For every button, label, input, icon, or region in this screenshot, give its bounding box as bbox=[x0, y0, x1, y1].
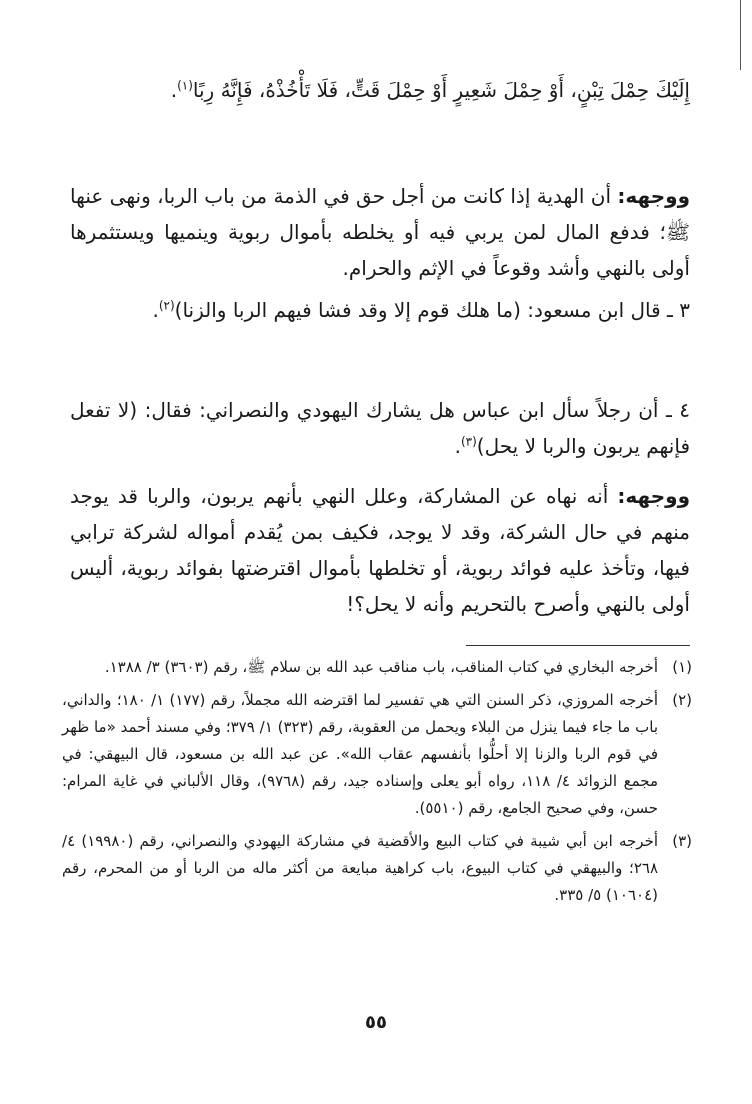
paragraph-ibn-masud bbox=[70, 292, 690, 328]
paragraph-end: . bbox=[152, 298, 159, 322]
paragraph-lead: ووجهه: bbox=[617, 184, 690, 208]
footnote-number: (١) bbox=[672, 658, 692, 676]
paragraph-end: . bbox=[170, 78, 178, 102]
paragraph-text: أنه نهاه عن المشاركة، وعلل النهي بأنهم يربون، والربا قد يوجد منهم في حال الشركة، وقد لا يوجد، فكيف بمن يُقدم أمواله لشركة ترابي فيها، وتأخذ عليه فوائد ربوية، أو تخلطها بأموال اقترضتها بفوائد ربوية، أليس أولى بالنهي وأصرح بالتحريم وأنه لا يحل؟! bbox=[70, 484, 690, 616]
margin-rule bbox=[740, 0, 741, 70]
footnote bbox=[62, 654, 692, 681]
footnote bbox=[62, 828, 692, 909]
footnote-text: أخرجه المروزي، ذكر السنن التي هي تفسير لما اقترضه الله مجملاً، رقم (١٧٧) ١/ ١٨٠؛ والداني، باب ما جاء فيما ينزل من البلاء ويحمل من العقوبة، رقم (٣٢٣) ١/ ٣٧٩؛ وفي مسند أحمد «ما ظهر في قوم الربا والزنا إلا أحلُّوا بأنفسهم عقاب الله». عن عبد الله بن مسعود، قال البيهقي: في مجمع الزوائد ٤/ ١١٨، رواه أبو يعلى وإسناده جيد، رقم (٩٧٦٨)، وقال الألباني في غاية المرام: حسن، وفي صحيح الجامع، رقم (٥٥١٠). bbox=[62, 691, 659, 817]
paragraph-explanation-1 bbox=[70, 178, 690, 286]
footnote-ref: (٢) bbox=[158, 298, 175, 313]
paragraph-quran-hadith-continuation bbox=[70, 72, 690, 108]
footnote-text: أخرجه ابن أبي شيبة في كتاب البيع والأقضية في مشاركة اليهودي والنصراني، رقم (١٩٩٨٠) ٤/ ٢٦٨؛ والبيهقي في كتاب البيوع، باب كراهية مبايعة من أكثر ماله من الربا أو من المحرم، رقم (١٠٦٠٤) ٥/ ٣٣٥. bbox=[62, 832, 659, 904]
footnote-ref: (٣) bbox=[460, 434, 477, 449]
paragraph-text: ٤ ـ أن رجلاً سأل ابن عباس هل يشارك اليهودي والنصراني: فقال: (لا تفعل فإنهم يربون والربا لا يحل) bbox=[70, 398, 690, 458]
footnote-separator bbox=[466, 645, 690, 646]
paragraph-text: أن الهدية إذا كانت من أجل حق في الذمة من باب الربا، ونهى عنها ﷺ؛ فدفع المال لمن يربي فيه أو يخلطه بأموال ربوية وينميها ويستثمرها أولى بالنهي وأشد وقوعاً في الإثم والحرام. bbox=[70, 184, 690, 280]
paragraph-ibn-abbas bbox=[70, 392, 690, 464]
paragraph-lead: ووجهه: bbox=[617, 484, 690, 508]
page-number: ٥٥ bbox=[365, 1012, 387, 1033]
paragraph-explanation-2 bbox=[70, 478, 690, 622]
footnote-text: أخرجه البخاري في كتاب المناقب، باب مناقب عبد الله بن سلام ﷺ، رقم (٣٦٠٣) ٣/ ١٣٨٨. bbox=[104, 658, 658, 676]
footnote-ref: (١) bbox=[177, 78, 193, 93]
paragraph-text: إِلَيْكَ حِمْلَ تِبْنٍ، أَوْ حِمْلَ شَعِيرٍ أَوْ حِمْلَ قَتٍّ، فَلَا تَأْخُذْهُ، فَإِنَّهُ رِبًا bbox=[192, 78, 690, 102]
paragraph-end: . bbox=[454, 434, 461, 458]
footnote bbox=[62, 687, 692, 822]
footnote-number: (٢) bbox=[672, 691, 692, 709]
footnote-number: (٣) bbox=[672, 832, 692, 850]
paragraph-text: ٣ ـ قال ابن مسعود: (ما هلك قوم إلا وقد فشا فيهم الربا والزنا) bbox=[174, 298, 690, 322]
footnotes-section bbox=[62, 654, 692, 915]
